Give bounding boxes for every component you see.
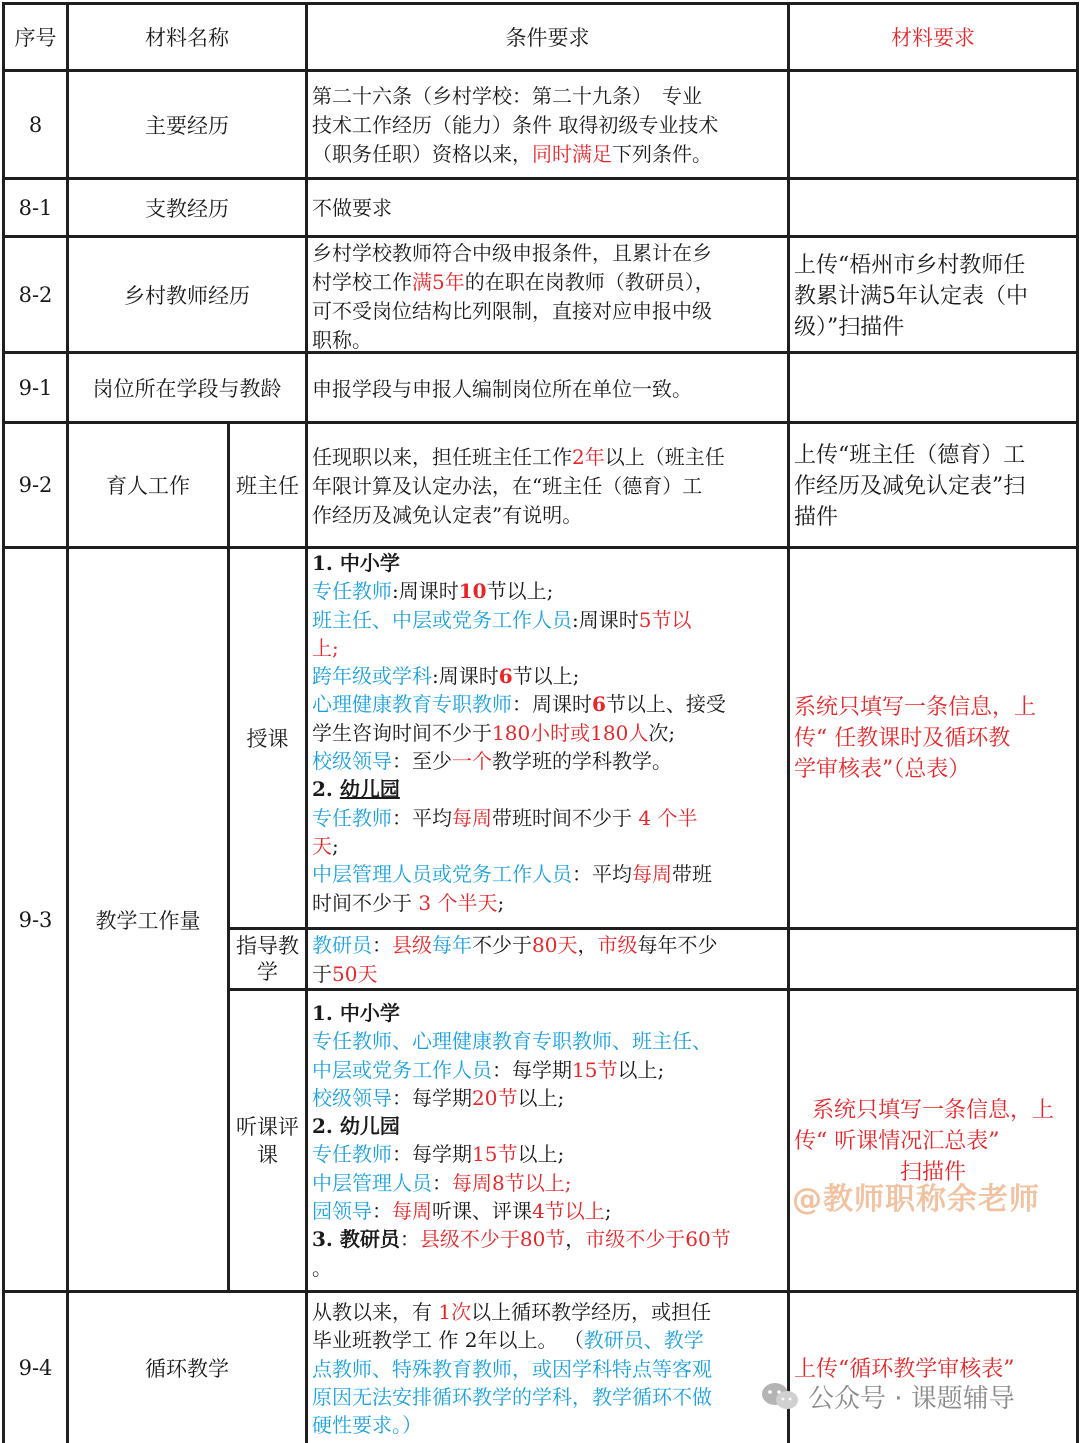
text-line (312, 443, 783, 472)
text-line (312, 1225, 783, 1253)
header-col-no: 序号 (14, 26, 57, 50)
text-line: 职称。 (312, 328, 372, 352)
text-line: 描件 (794, 505, 839, 530)
text-span: 毕业班教学工 作 2年以上。 （ (312, 1328, 584, 1353)
text-span: ：每学期 (492, 1057, 572, 1082)
text-span: 村学校工作 (312, 270, 412, 294)
text-span: 不少于 (472, 933, 532, 957)
highlight-blue: 跨年级或学科 (312, 664, 432, 689)
text-line: 听课评 (236, 1114, 299, 1139)
text-line: 上传“梧州市乡村教师任 (794, 253, 1026, 278)
text-line (312, 140, 783, 169)
row-9-3-listen-sub (230, 991, 305, 1290)
header-col-material: 材料要求 (891, 26, 975, 50)
text-line: 系统只填写一条信息，上 (794, 695, 1037, 720)
text-line: 技术工作经历（能力）条件 取得初级专业技术 (312, 113, 719, 137)
row-9-3-no: 9-3 (18, 907, 53, 932)
highlight-blue: 专任教师 (312, 1142, 392, 1167)
text-span: ; (497, 890, 505, 915)
highlight-red: 4节以上 (532, 1199, 605, 1224)
text-line: 上传“循环教学审核表” (794, 1357, 1015, 1382)
highlight-red: 6 (592, 692, 606, 717)
text-span: 时间不少于 (312, 890, 419, 915)
row-8-name: 主要经历 (145, 113, 229, 138)
highlight-blue: 教研员、教学 (583, 1328, 704, 1353)
text-line: 学审核表”（总表） (794, 757, 971, 782)
highlight-blue: 园领导 (312, 1199, 372, 1224)
text-line: 1. 中小学 (312, 551, 400, 575)
row-9-1-no: 9-1 (18, 375, 53, 400)
row-9-3-guide-condition (308, 931, 787, 989)
text-span: ; (332, 833, 339, 858)
highlight-red: 4 个半 (638, 805, 698, 830)
text-line: 教累计满5年认定表（中 (794, 284, 1028, 309)
text-line: 传“ 听课情况汇总表” (794, 1129, 1000, 1154)
text-span: ：平均 (572, 862, 632, 887)
highlight-red: 1次 (438, 1300, 472, 1324)
text-line: 不做要求 (312, 196, 392, 220)
highlight-blue: 校级领导 (312, 749, 392, 774)
highlight-red: 15节 (472, 1142, 518, 1167)
text-line: 硬性要求。） (312, 1413, 422, 1438)
author-watermark: @教师职称余老师 (792, 1182, 1040, 1217)
text-line (312, 662, 783, 690)
highlight-red: 180小时或180人 (492, 720, 649, 745)
highlight-red: 满5年 (412, 270, 465, 294)
text-span: 2. (312, 777, 340, 802)
text-span: :周课时 (432, 664, 499, 689)
row-8-2-material (790, 250, 1076, 343)
text-span: 听课、评课 (432, 1199, 532, 1224)
highlight-red: 天 (312, 833, 332, 858)
text-line (312, 860, 783, 888)
text-line: 传“ 任教课时及循环教 (794, 726, 1011, 751)
row-9-3-guide-sub (230, 930, 305, 988)
text-line (312, 832, 783, 860)
text-line: 乡村学校教师符合中级申报条件，且累计在乡 (312, 241, 712, 265)
text-line (312, 889, 783, 917)
text-span: ： (372, 1199, 392, 1224)
row-9-1-name: 岗位所在学段与教龄 (92, 376, 282, 401)
text-span: 下列条件。 (612, 142, 712, 166)
text-span: 从教以来，有 (312, 1300, 439, 1324)
text-span: :周课时 (392, 579, 459, 604)
text-span: 节以上; (486, 579, 554, 604)
text-line (312, 1197, 783, 1225)
text-span: :周课时 (572, 607, 639, 632)
text-span: ：平均 (392, 805, 452, 830)
text-line (312, 960, 783, 989)
row-9-3-teach-material (790, 692, 1076, 785)
highlight-blue: 中层或党务工作人员 (312, 1057, 492, 1082)
grid-line (228, 927, 1078, 930)
text-span: 于 (312, 962, 332, 986)
text-span: 节以上、接受 (605, 692, 726, 717)
text-line (312, 690, 783, 718)
highlight-red: 15节 (572, 1057, 618, 1082)
highlight-red: 3 个半天 (418, 890, 498, 915)
text-span: 以上（班主任 (604, 445, 725, 469)
text-span: 幼儿园 (339, 777, 400, 802)
highlight-blue: 校级领导 (312, 1085, 392, 1110)
row-8-1-no: 8-1 (18, 195, 53, 220)
text-line: 年限计算及认定办法，在“班主任（德育）工 (312, 474, 703, 498)
row-8-1-condition (308, 194, 787, 223)
text-line (312, 577, 783, 605)
text-line (312, 775, 783, 803)
highlight-blue: 教研员 (312, 933, 372, 957)
text-span: ：每学期 (392, 1085, 472, 1110)
header-col-condition: 条件要求 (505, 26, 590, 50)
row-8-2-name: 乡村教师经历 (124, 283, 250, 308)
text-span: 每年不少 (637, 933, 718, 957)
text-line (312, 719, 783, 747)
text-span: 以上; (617, 1057, 665, 1082)
text-span: 以上; (517, 1142, 565, 1167)
text-span: 节以上; (512, 664, 580, 689)
highlight-red: 市级 (597, 933, 638, 957)
text-span: ：至少 (392, 749, 452, 774)
highlight-blue: 专任教师 (312, 805, 392, 830)
text-span: ， (565, 1227, 586, 1252)
text-line: 指导教 (236, 934, 299, 958)
highlight-red: 50天 (332, 962, 378, 986)
highlight-blue: 中层管理人员或党务工作人员 (312, 862, 572, 887)
row-8-2-condition (308, 239, 787, 355)
text-span: 学生咨询时间不少于 (312, 720, 492, 745)
highlight-red: 每周 (632, 862, 672, 887)
text-line (312, 931, 783, 960)
text-span: ：周课时 (512, 692, 592, 717)
text-line: 申报学段与申报人编制岗位所在单位一致。 (312, 377, 692, 401)
text-line: 第二十六条（乡村学校：第二十九条） 专业 (312, 84, 702, 108)
row-9-2-no: 9-2 (18, 473, 53, 497)
text-line: 系统只填写一条信息，上 (811, 1098, 1054, 1123)
highlight-red: 10 (458, 579, 487, 604)
text-span: 3. 教研员 (312, 1227, 400, 1252)
text-line: 作经历及减免认定表”有说明。 (312, 503, 583, 527)
wechat-watermark-text: 公众号 · 课题辅导 (808, 1384, 1015, 1414)
text-span: ; (604, 1199, 612, 1224)
text-span: 带班时间不少于 (492, 805, 639, 830)
highlight-red: 每周 (452, 805, 492, 830)
row-9-4-name: 循环教学 (145, 1357, 229, 1381)
text-span: 教学班的学科教学。 (492, 749, 672, 774)
row-9-2-material (790, 440, 1076, 533)
text-line: 上; (312, 635, 339, 660)
text-span: 次; (648, 720, 676, 745)
text-line (312, 1298, 783, 1326)
header-col-name: 材料名称 (145, 26, 229, 50)
text-line: 学 (257, 960, 278, 984)
highlight-blue: 每年 (432, 933, 472, 957)
highlight-red: 每周 (392, 1199, 432, 1224)
text-span: ： (432, 1170, 452, 1195)
text-span: ： (372, 933, 392, 957)
highlight-red: 每周8节以上; (452, 1170, 572, 1195)
text-span: 任现职以来，担任班主任工作 (312, 445, 572, 469)
highlight-red: 县级 (392, 933, 432, 957)
highlight-red: 2年 (572, 445, 605, 469)
text-span: ：每学期 (392, 1142, 472, 1167)
row-9-3-teach-sub: 授课 (246, 727, 289, 751)
row-8-condition (308, 82, 787, 174)
text-line: 可不受岗位结构比列限制，直接对应申报中级 (312, 299, 712, 323)
text-span: 以上循环教学经历，或担任 (471, 1300, 712, 1324)
row-9-4-no: 9-4 (18, 1356, 53, 1380)
text-line: 1. 中小学 (312, 1001, 400, 1025)
text-line (312, 1140, 783, 1168)
highlight-blue: 心理健康教育专职教师 (312, 692, 512, 717)
highlight-red: 80天 (532, 933, 578, 957)
row-9-3-name: 教学工作量 (95, 908, 201, 933)
row-9-3-listen-condition (308, 999, 787, 1282)
row-9-3-teach-condition (308, 549, 787, 927)
text-line (312, 747, 783, 775)
highlight-red: 5节以 (638, 607, 692, 632)
highlight-red: 20节 (472, 1085, 518, 1110)
text-line (312, 1056, 783, 1084)
text-line (312, 804, 783, 832)
text-line (312, 1084, 783, 1112)
highlight-red: 同时满足 (532, 142, 612, 166)
text-line: 上传“班主任（德育）工 (794, 443, 1026, 468)
text-line: 。 (312, 1255, 332, 1280)
row-8-1-name: 支教经历 (145, 196, 229, 221)
row-9-1-condition (308, 375, 787, 404)
text-span: （职务任职）资格以来， (312, 142, 532, 166)
row-8-no: 8 (28, 112, 43, 137)
text-span: 带班 (672, 862, 712, 887)
row-9-4-condition (308, 1298, 787, 1439)
text-line: 课 (257, 1142, 278, 1167)
highlight-red: 市级不少于60节 (585, 1227, 731, 1252)
text-line (312, 606, 783, 634)
text-line (312, 1169, 783, 1197)
text-span: ， (577, 933, 598, 957)
highlight-red: 一个 (452, 749, 492, 774)
row-9-2-name: 育人工作 (106, 474, 190, 498)
text-line (312, 1326, 783, 1354)
row-9-2-sub: 班主任 (236, 474, 299, 498)
wechat-icon (760, 1381, 800, 1413)
row-8-2-no: 8-2 (18, 282, 53, 307)
text-line (312, 268, 783, 297)
text-span: 的在职在岗教师（教研员）， (464, 270, 715, 294)
text-span: 以上; (517, 1085, 565, 1110)
text-line: 级）”扫描件 (794, 315, 905, 340)
highlight-red: 6 (498, 664, 513, 689)
text-span: ： (399, 1227, 420, 1252)
row-9-2-condition (308, 443, 787, 530)
highlight-red: 县级不少于80节 (419, 1227, 566, 1252)
highlight-blue: 专任教师 (312, 579, 392, 604)
text-line: 作经历及减免认定表”扫 (794, 474, 1026, 499)
grid-line (1076, 2, 1079, 1443)
text-line: 2. 幼儿园 (312, 1114, 400, 1139)
highlight-blue: 中层管理人员 (312, 1170, 432, 1195)
text-line: 扫描件 (899, 1160, 966, 1185)
wechat-watermark (760, 1378, 1015, 1415)
text-line: 专任教师、心理健康教育专职教师、班主任、 (312, 1029, 712, 1054)
text-line: 点教师、特殊教育教师，或因学科特点等客观 (312, 1356, 712, 1381)
highlight-blue: 班主任、中层或党务工作人员 (312, 607, 572, 632)
text-line: 原因无法安排循环教学的学科，教学循环不做 (312, 1384, 712, 1409)
